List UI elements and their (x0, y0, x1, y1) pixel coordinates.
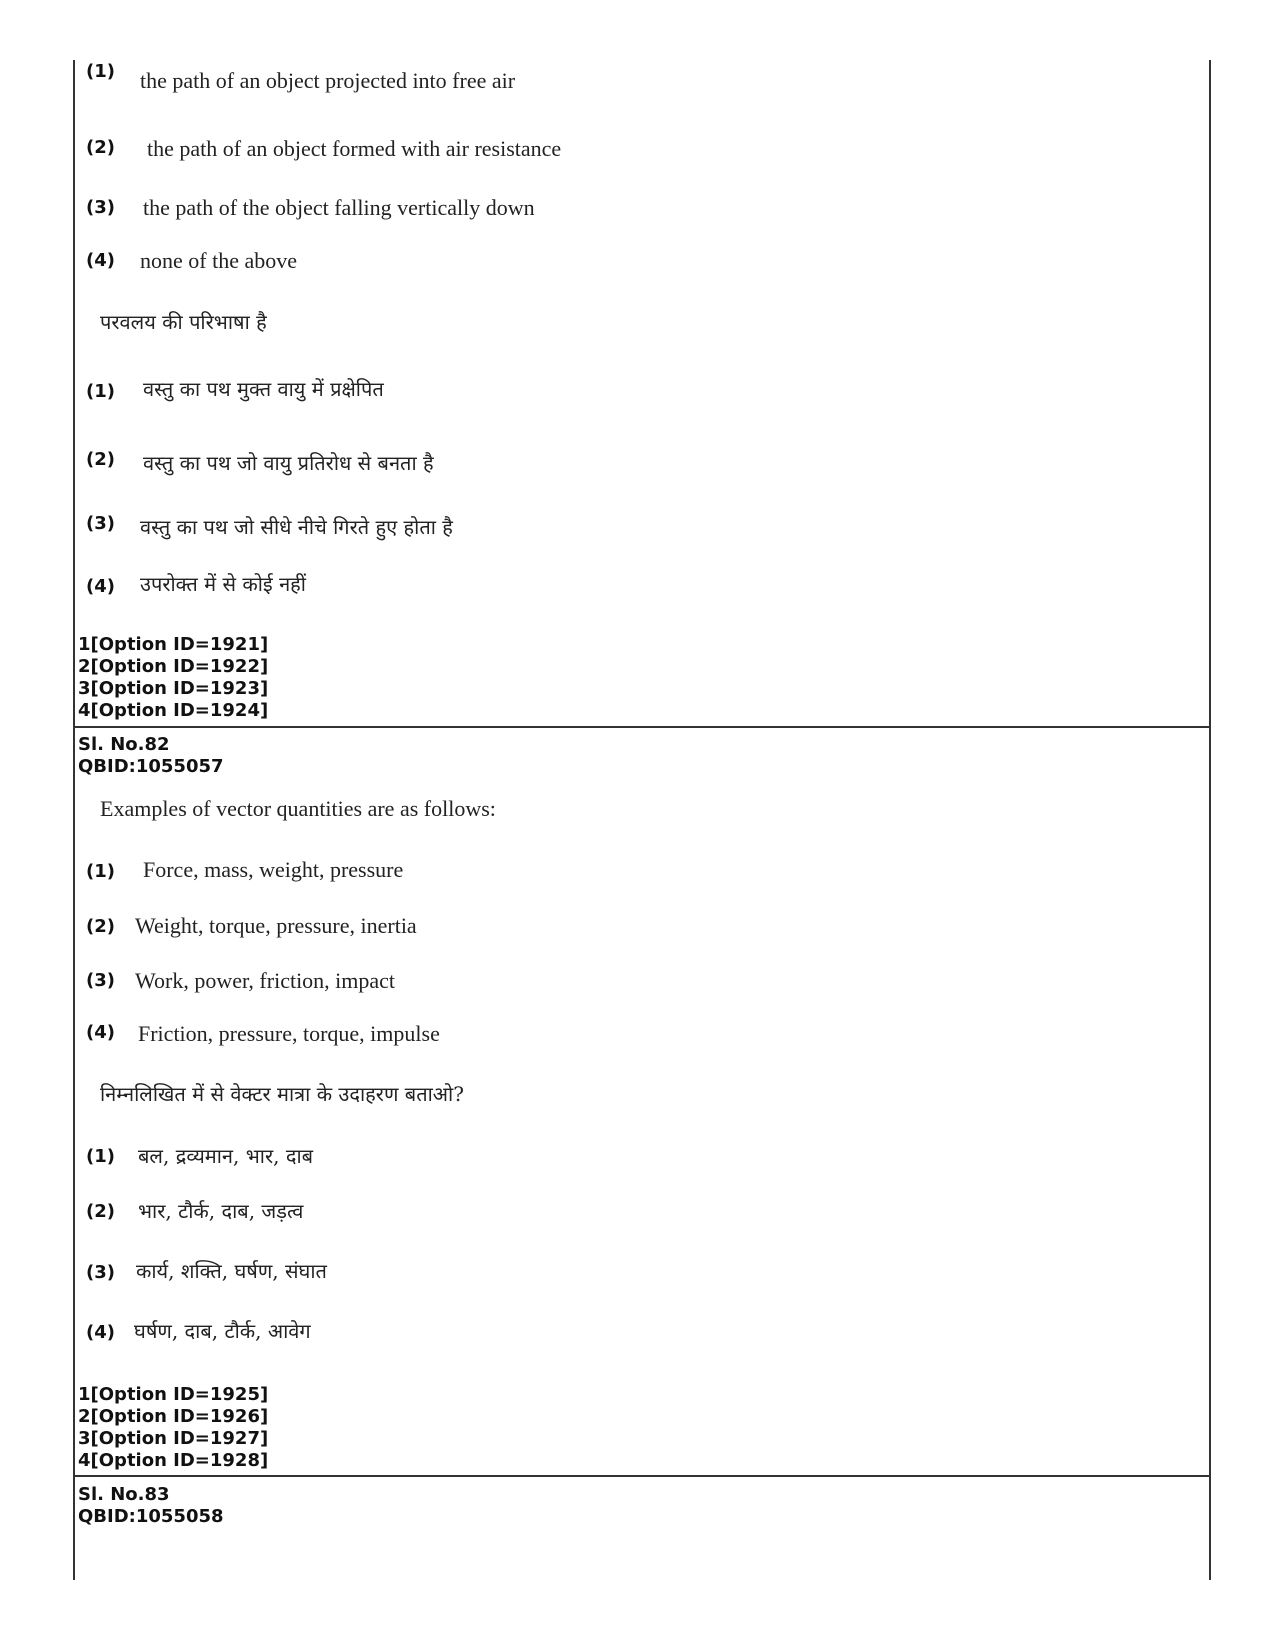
option-text: Friction, pressure, torque, impulse (138, 1021, 440, 1046)
option-text-hindi: घर्षण, दाब, टौर्क, आवेग (134, 1319, 311, 1343)
option-text-hindi: उपरोक्त में से कोई नहीं (140, 572, 306, 596)
option-id-list (78, 634, 268, 722)
option-number: (4) (86, 1022, 115, 1043)
option-text: the path of an object formed with air resistance (147, 136, 562, 161)
option-text-hindi: कार्य, शक्ति, घर्षण, संघात (136, 1259, 327, 1283)
option-id: 4[Option ID=1928] (78, 1450, 269, 1471)
option-number: (2) (86, 449, 115, 470)
question-text: Examples of vector quantities are as follows: (100, 796, 496, 821)
option-text-hindi: वस्तु का पथ जो सीधे नीचे गिरते हुए होता है (140, 515, 453, 539)
option-id: 2[Option ID=1926] (78, 1406, 269, 1427)
option-number: (3) (86, 197, 115, 218)
qbid: QBID:1055057 (78, 756, 224, 777)
option-text: Force, mass, weight, pressure (143, 857, 404, 882)
option-number: (2) (86, 916, 115, 937)
option-number: (1) (86, 861, 115, 882)
option-id-list (78, 1384, 268, 1472)
serial-number: Sl. No.83 (78, 1484, 170, 1505)
question-divider (73, 1475, 1209, 1477)
option-id: 1[Option ID=1921] (78, 634, 269, 655)
question-header (78, 734, 224, 778)
option-text: Work, power, friction, impact (135, 968, 396, 993)
option-id: 1[Option ID=1925] (78, 1384, 269, 1405)
serial-number: Sl. No.82 (78, 734, 170, 755)
option-text-hindi: भार, टौर्क, दाब, जड़त्व (138, 1199, 304, 1223)
option-number: (3) (86, 513, 115, 534)
option-number: (2) (86, 137, 115, 158)
option-number: (2) (86, 1201, 115, 1222)
option-text-hindi: वस्तु का पथ मुक्त वायु में प्रक्षेपित (143, 377, 384, 401)
option-text-hindi: वस्तु का पथ जो वायु प्रतिरोध से बनता है (143, 451, 434, 475)
qbid: QBID:1055058 (78, 1506, 224, 1527)
option-text: the path of an object projected into free air (140, 68, 516, 93)
option-id: 3[Option ID=1923] (78, 678, 269, 699)
option-text: the path of the object falling vertically down (143, 195, 535, 220)
question-text-hindi: परवलय की परिभाषा है (100, 310, 267, 334)
question-text-hindi: निम्नलिखित में से वेक्टर मात्रा के उदाहरण बताओ? (100, 1082, 464, 1106)
option-number: (1) (86, 381, 115, 402)
question-divider (73, 726, 1209, 728)
option-number: (1) (86, 1146, 115, 1167)
option-number: (4) (86, 576, 115, 597)
option-id: 3[Option ID=1927] (78, 1428, 269, 1449)
option-text: Weight, torque, pressure, inertia (135, 913, 417, 938)
option-number: (3) (86, 1262, 115, 1283)
option-id: 2[Option ID=1922] (78, 656, 269, 677)
question-header (78, 1484, 224, 1528)
option-text: none of the above (140, 248, 297, 273)
option-id: 4[Option ID=1924] (78, 700, 269, 721)
option-number: (4) (86, 250, 115, 271)
option-number: (4) (86, 1322, 115, 1343)
option-number: (3) (86, 970, 115, 991)
option-number: (1) (86, 61, 115, 82)
option-text-hindi: बल, द्रव्यमान, भार, दाब (138, 1144, 314, 1168)
